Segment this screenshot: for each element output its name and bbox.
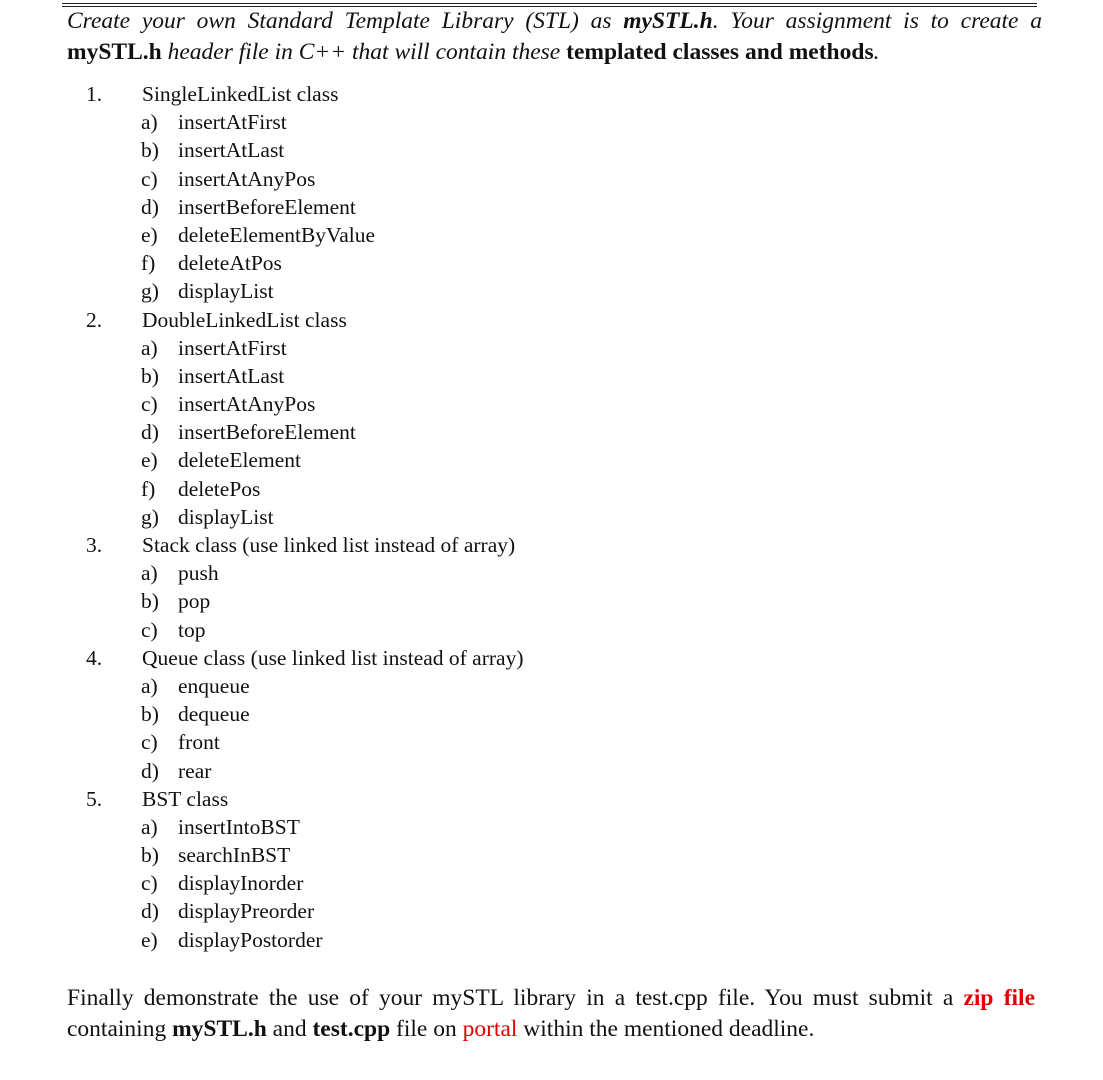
method-name: rear	[178, 758, 212, 783]
method-letter: d)	[141, 194, 159, 219]
method-letter: e)	[141, 222, 158, 247]
section-number: 3.	[86, 533, 103, 557]
method-item	[0, 136, 1103, 164]
method-item	[0, 897, 1103, 925]
class-section-title	[0, 531, 1103, 559]
method-item	[0, 193, 1103, 221]
method-name: deleteAtPos	[178, 251, 282, 276]
zip-file-highlight: zip file	[963, 985, 1036, 1011]
assignment-intro: Create your own Standard Template Library (STL) as mySTL.h. Your assignment is to create a mySTL.h header file in C++ that will contain these templated classes and methods.	[67, 8, 1043, 65]
method-name: insertAtLast	[178, 363, 285, 388]
method-name: insertAtFirst	[178, 110, 287, 135]
method-name: displayPreorder	[178, 899, 315, 924]
header-file-name: mySTL.h	[67, 39, 162, 65]
method-item	[0, 334, 1103, 362]
method-name: deletePos	[178, 476, 261, 501]
method-letter: b)	[141, 138, 159, 163]
portal-highlight: portal	[462, 1016, 518, 1042]
class-name: BST class	[142, 786, 229, 811]
method-name: displayInorder	[178, 871, 304, 896]
method-item	[0, 757, 1103, 785]
method-name: searchInBST	[178, 843, 291, 868]
method-item	[0, 672, 1103, 700]
class-name: Queue class (use linked list instead of array)	[142, 645, 524, 670]
method-letter: d)	[141, 899, 159, 924]
final-instructions: Finally demonstrate the use of your mySTL library in a test.cpp file. You must submit a zip file containing mySTL.h and test.cpp file on portal within the mentioned deadline.	[67, 985, 1036, 1042]
method-name: insertAtLast	[178, 138, 285, 163]
method-letter: f)	[141, 476, 156, 501]
method-name: dequeue	[178, 702, 250, 727]
method-name: top	[178, 617, 206, 642]
method-letter: b)	[141, 363, 159, 388]
method-letter: a)	[141, 110, 158, 135]
method-letter: a)	[141, 673, 158, 698]
method-letter: c)	[141, 871, 158, 896]
method-letter: b)	[141, 589, 159, 614]
method-letter: c)	[141, 392, 158, 417]
method-letter: c)	[141, 617, 158, 642]
method-letter: e)	[141, 927, 158, 952]
section-number: 1.	[86, 82, 103, 106]
method-item	[0, 841, 1103, 869]
method-item	[0, 249, 1103, 277]
method-name: insertAtAnyPos	[178, 166, 316, 191]
method-item	[0, 108, 1103, 136]
method-item	[0, 418, 1103, 446]
method-letter: a)	[141, 814, 158, 839]
method-item	[0, 587, 1103, 615]
method-name: deleteElement	[178, 448, 301, 473]
method-item	[0, 475, 1103, 503]
method-letter: c)	[141, 730, 158, 755]
method-letter: d)	[141, 758, 159, 783]
method-item	[0, 728, 1103, 756]
top-rule	[62, 3, 1037, 4]
method-letter: g)	[141, 279, 159, 304]
method-item	[0, 221, 1103, 249]
class-section-title	[0, 306, 1103, 334]
method-name: displayPostorder	[178, 927, 323, 952]
method-name: insertAtFirst	[178, 335, 287, 360]
method-item	[0, 165, 1103, 193]
method-name: pop	[178, 589, 211, 614]
class-name: SingleLinkedList class	[142, 82, 339, 106]
method-letter: e)	[141, 448, 158, 473]
method-letter: c)	[141, 166, 158, 191]
class-section-title	[0, 644, 1103, 672]
method-item	[0, 277, 1103, 305]
method-item	[0, 503, 1103, 531]
method-name: insertAtAnyPos	[178, 392, 316, 417]
method-name: enqueue	[178, 673, 250, 698]
method-name: push	[178, 561, 219, 586]
header-file-name: mySTL.h	[172, 1016, 267, 1042]
class-name: DoubleLinkedList class	[142, 307, 347, 332]
method-name: insertIntoBST	[178, 814, 300, 839]
method-letter: a)	[141, 335, 158, 360]
method-item	[0, 700, 1103, 728]
method-name: front	[178, 730, 220, 755]
method-item	[0, 813, 1103, 841]
header-file-name: mySTL.h	[623, 8, 713, 34]
class-name: Stack class (use linked list instead of array)	[142, 533, 516, 557]
method-letter: f)	[141, 251, 156, 276]
method-name: deleteElementByValue	[178, 222, 376, 247]
class-list	[0, 80, 1103, 954]
method-item	[0, 446, 1103, 474]
method-name: insertBeforeElement	[178, 420, 356, 445]
section-number: 4.	[86, 645, 103, 670]
section-number: 5.	[86, 786, 103, 811]
test-file-name: test.cpp	[312, 1016, 391, 1042]
method-letter: b)	[141, 843, 159, 868]
class-section-title	[0, 785, 1103, 813]
method-item	[0, 616, 1103, 644]
method-letter: a)	[141, 561, 158, 586]
method-name: displayList	[178, 279, 274, 304]
section-number: 2.	[86, 307, 103, 332]
method-name: displayList	[178, 504, 274, 529]
method-letter: g)	[141, 504, 159, 529]
class-section-title	[0, 80, 1103, 108]
method-letter: b)	[141, 702, 159, 727]
method-item	[0, 559, 1103, 587]
method-item	[0, 926, 1103, 954]
method-item	[0, 362, 1103, 390]
method-name: insertBeforeElement	[178, 194, 356, 219]
emphasis-templated: templated classes and methods	[566, 39, 874, 65]
method-item	[0, 390, 1103, 418]
method-item	[0, 869, 1103, 897]
method-letter: d)	[141, 420, 159, 445]
